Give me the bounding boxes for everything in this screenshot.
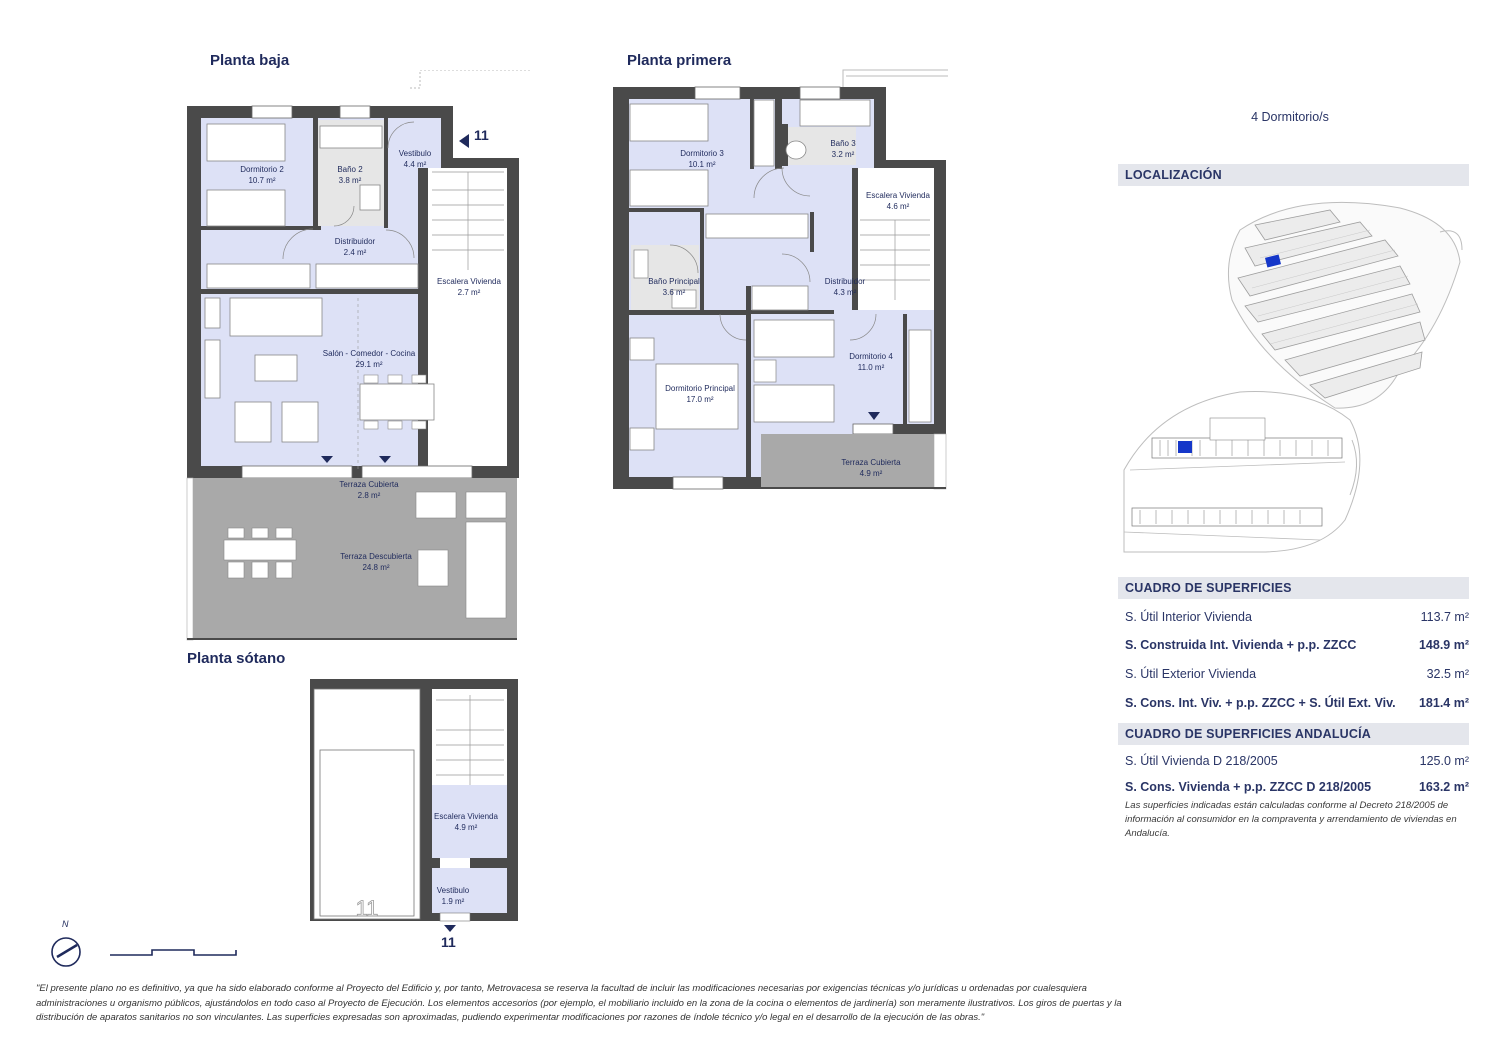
room-area-distribuidor: 2.4 m² bbox=[343, 248, 367, 257]
room-name-bano3: Baño 3 bbox=[830, 139, 856, 148]
room-area-salon: 29.1 m² bbox=[355, 360, 383, 369]
room-name-bano2: Baño 2 bbox=[337, 165, 363, 174]
room-name-escalera: Escalera Vivienda bbox=[437, 277, 501, 286]
room-name-salon: Salón - Comedor - Cocina bbox=[322, 349, 416, 358]
room-area-dormitorio-principal: 17.0 m² bbox=[686, 395, 714, 404]
unit-number-baja: 11 bbox=[474, 127, 489, 143]
superficie-row bbox=[1118, 696, 1477, 710]
superficie-row bbox=[1118, 667, 1477, 681]
room-area-vestibulo: 4.4 m² bbox=[403, 160, 427, 169]
scale-bar-icon bbox=[108, 946, 240, 958]
room-area-escalera-sotano: 4.9 m² bbox=[454, 823, 478, 832]
andalucia-row bbox=[1118, 780, 1477, 794]
andalucia-heading: CUADRO DE SUPERFICIES ANDALUCÍA bbox=[1118, 723, 1469, 745]
superficie-label: S. Construida Int. Vivienda + p.p. ZZCC bbox=[1125, 638, 1357, 652]
superficie-row bbox=[1118, 638, 1477, 652]
room-name-distribuidor-primera: Distribuidor bbox=[824, 277, 866, 286]
floor-plan-baja bbox=[180, 70, 530, 645]
room-name-escalera-sotano: Escalera Vivienda bbox=[434, 812, 498, 821]
room-name-distribuidor: Distribuidor bbox=[334, 237, 376, 246]
room-area-terraza-cubierta: 2.8 m² bbox=[357, 491, 381, 500]
localizacion-heading: LOCALIZACIÓN bbox=[1118, 164, 1469, 186]
room-name-bano-principal: Baño Principal bbox=[648, 277, 700, 286]
room-area-vestibulo-sotano: 1.9 m² bbox=[441, 897, 465, 906]
superficie-value: 148.9 m² bbox=[1418, 638, 1469, 652]
room-name-dormitorio3: Dormitorio 3 bbox=[680, 149, 724, 158]
plan-title-primera: Planta primera bbox=[627, 52, 732, 69]
room-area-terraza-descubierta: 24.8 m² bbox=[362, 563, 390, 572]
room-area-bano3: 3.2 m² bbox=[831, 150, 855, 159]
andalucia-label: S. Útil Vivienda D 218/2005 bbox=[1125, 754, 1278, 768]
plan-title-sotano: Planta sótano bbox=[187, 650, 286, 667]
andalucia-note: Las superficies indicadas están calculadas conforme al Decreto 218/2005 de información al consumidor en la compraventa y arrendamiento de viviendas en Andalucía. bbox=[1125, 800, 1457, 839]
room-name-terraza-cubierta: Terraza Cubierta bbox=[339, 480, 399, 489]
room-area-distribuidor-primera: 4.3 m² bbox=[833, 288, 857, 297]
plan-title-baja: Planta baja bbox=[210, 52, 290, 69]
room-area-dormitorio2: 10.7 m² bbox=[248, 176, 276, 185]
legal-disclaimer: "El presente plano no es definitivo, ya que ha sido elaborado conforme al Proyecto del Edificio y, por tanto, Metrovacesa se reserva la facultad de incluir las modificaciones necesarias por exigencias técnicas y/o jurídicas u ordenadas por cualesquiera administraciones u organismo públicos, ajustándolos en todo caso al Proyecto de Ejecución. Los elementos accesorios (por ejemplo, el mobiliario incluido en la zona de la cocina o elementos de jardinería) son meramente ilustrativos. Los giros de puertas y la distribución de aparatos sanitarios no son vinculantes. Las superficies expresadas son aproximadas, pudiendo experimentar modificaciones por razones de índole técnico y/o legal en el desarrollo de la ejecución de las obras." bbox=[36, 983, 1122, 1023]
andalucia-label: S. Cons. Vivienda + p.p. ZZCC D 218/2005 bbox=[1125, 780, 1372, 794]
garage-number: 11 bbox=[355, 896, 379, 921]
room-name-terraza-cubierta-primera: Terraza Cubierta bbox=[841, 458, 901, 467]
room-area-escalera: 2.7 m² bbox=[457, 288, 481, 297]
room-area-escalera-primera: 4.6 m² bbox=[886, 202, 910, 211]
superficie-label: S. Útil Exterior Vivienda bbox=[1125, 667, 1257, 681]
room-name-dormitorio4: Dormitorio 4 bbox=[849, 352, 893, 361]
superficie-value: 113.7 m² bbox=[1420, 610, 1469, 624]
room-name-dormitorio-principal: Dormitorio Principal bbox=[665, 384, 735, 393]
floor-plan-sotano bbox=[305, 675, 525, 935]
room-area-dormitorio3: 10.1 m² bbox=[688, 160, 716, 169]
room-name-vestibulo: Vestibulo bbox=[398, 149, 432, 158]
superficie-label: S. Útil Interior Vivienda bbox=[1125, 610, 1252, 624]
entrance-arrow-sotano-icon bbox=[444, 925, 456, 932]
room-name-terraza-descubierta: Terraza Descubierta bbox=[340, 552, 412, 561]
unit-number-sotano: 11 bbox=[441, 934, 456, 950]
andalucia-value: 125.0 m² bbox=[1419, 754, 1469, 768]
compass-icon bbox=[50, 936, 84, 970]
andalucia-value: 163.2 m² bbox=[1418, 780, 1469, 794]
room-name-dormitorio2: Dormitorio 2 bbox=[240, 165, 284, 174]
room-area-bano-principal: 3.6 m² bbox=[662, 288, 686, 297]
bedrooms-count: 4 Dormitorio/s bbox=[1251, 110, 1329, 124]
room-name-vestibulo-sotano: Vestibulo bbox=[436, 886, 470, 895]
location-map bbox=[1120, 195, 1465, 560]
superficie-value: 32.5 m² bbox=[1426, 667, 1469, 681]
superficie-value: 181.4 m² bbox=[1418, 696, 1469, 710]
superficie-row bbox=[1118, 610, 1477, 624]
floor-plan-primera bbox=[610, 66, 955, 496]
entrance-arrow-icon bbox=[459, 134, 469, 148]
superficie-label: S. Cons. Int. Viv. + p.p. ZZCC + S. Útil Ext. Viv. bbox=[1125, 696, 1396, 710]
superficies-heading: CUADRO DE SUPERFICIES bbox=[1118, 577, 1469, 599]
room-area-bano2: 3.8 m² bbox=[338, 176, 362, 185]
room-area-terraza-cubierta-primera: 4.9 m² bbox=[859, 469, 883, 478]
compass-label: N bbox=[62, 919, 69, 929]
room-area-dormitorio4: 11.0 m² bbox=[857, 363, 885, 372]
andalucia-row bbox=[1118, 754, 1477, 768]
room-name-escalera-primera: Escalera Vivienda bbox=[866, 191, 930, 200]
